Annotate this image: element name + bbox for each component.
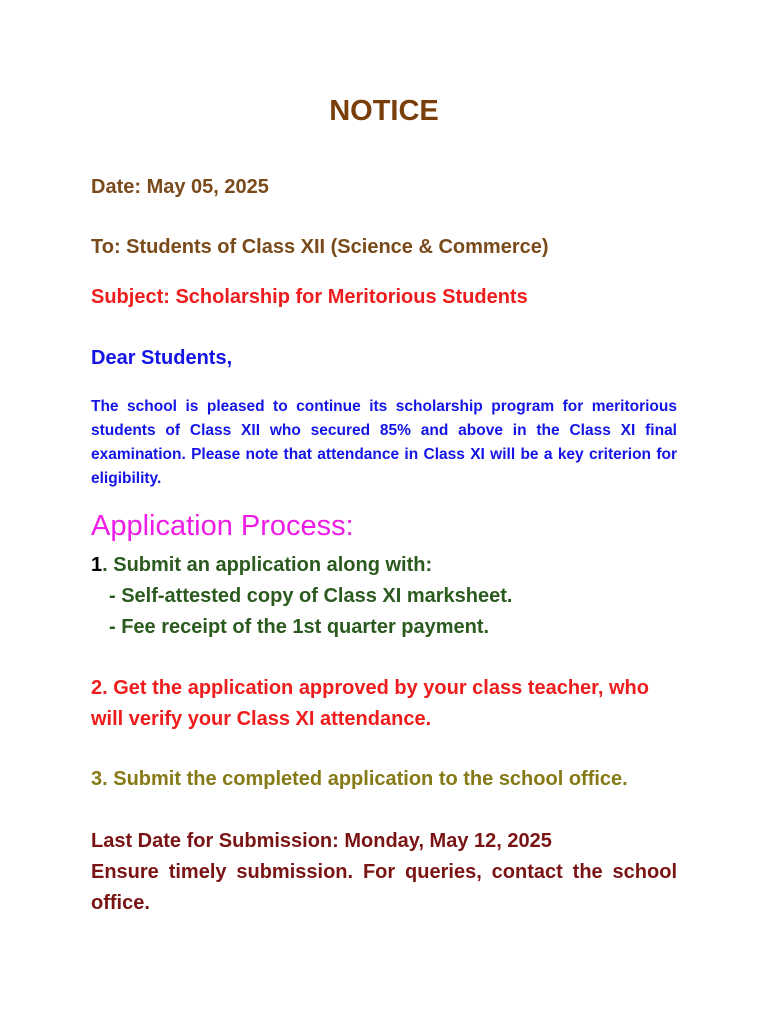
notice-date: Date: May 05, 2025: [91, 176, 269, 198]
step-1-text: . Submit an application along with:: [102, 554, 433, 576]
closing-note: Ensure timely submission. For queries, contact the school office.: [91, 861, 677, 914]
step-1-item: - Fee receipt of the 1st quarter payment.: [109, 616, 490, 638]
application-process-heading: Application Process:: [91, 510, 354, 542]
step-1-item: - Self-attested copy of Class XI marksheet.: [109, 585, 513, 607]
step-2: 2. Get the application approved by your class teacher, who will verify your Class XI attendance.: [91, 677, 649, 730]
last-date-submission: Last Date for Submission: Monday, May 12, 2025: [91, 830, 552, 852]
notice-recipients: To: Students of Class XII (Science & Commerce): [91, 236, 549, 258]
notice-body: The school is pleased to continue its scholarship program for meritorious students of Class XII who secured 85% and above in the Class XI final examination. Please note that attendance in Class XI will be a key criterion for eligibility.: [91, 398, 677, 487]
notice-subject: Subject: Scholarship for Meritorious Students: [91, 286, 528, 308]
step-1-number: 1: [91, 554, 103, 576]
notice-title: NOTICE: [329, 95, 439, 127]
step-1: [91, 550, 677, 643]
step-3: 3. Submit the completed application to the school office.: [91, 768, 628, 790]
notice-greeting: Dear Students,: [91, 347, 233, 369]
